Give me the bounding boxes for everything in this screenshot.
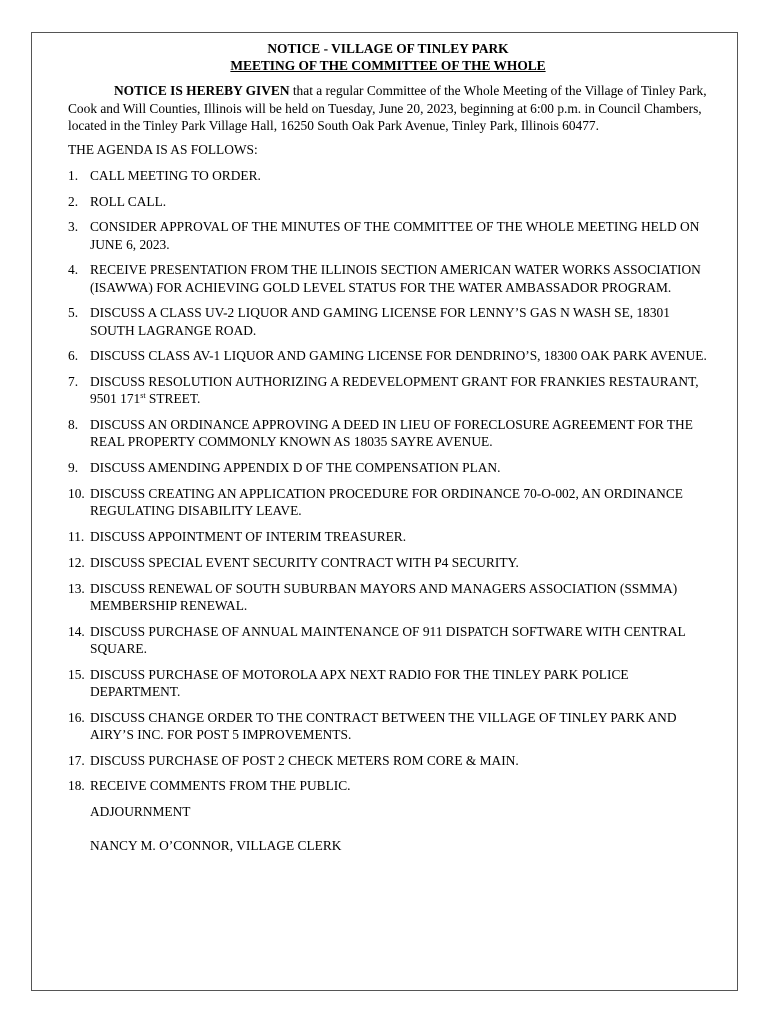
agenda-item <box>68 416 708 450</box>
intro-paragraph <box>68 82 708 134</box>
agenda-heading: THE AGENDA IS AS FOLLOWS: <box>68 142 258 158</box>
meeting-title: MEETING OF THE COMMITTEE OF THE WHOLE <box>230 58 546 74</box>
agenda-item-number: 8. <box>68 417 79 433</box>
agenda-item <box>68 777 708 794</box>
agenda-item-number: 13. <box>68 580 85 596</box>
agenda-item-number: 17. <box>68 752 85 768</box>
clerk-signature: NANCY M. O’CONNOR, VILLAGE CLERK <box>90 837 342 853</box>
agenda-item <box>68 373 708 407</box>
ordinal-suffix: st <box>140 391 146 401</box>
agenda-item <box>68 554 708 571</box>
agenda-item-number: 5. <box>68 305 79 321</box>
agenda-item-text: DISCUSS CLASS AV-1 LIQUOR AND GAMING LICENSE FOR DENDRINO’S, 18300 OAK PARK AVENUE. <box>90 348 707 364</box>
agenda-item <box>68 261 708 295</box>
notice-document <box>68 40 708 854</box>
agenda-item <box>68 666 708 700</box>
agenda-item <box>68 752 708 769</box>
agenda-item <box>68 709 708 743</box>
agenda-item <box>68 485 708 519</box>
agenda-item-number: 6. <box>68 348 79 364</box>
agenda-item <box>68 304 708 338</box>
agenda-item-number: 12. <box>68 554 85 570</box>
agenda-item-text: ROLL CALL. <box>90 193 167 209</box>
agenda-item-text: RECEIVE PRESENTATION FROM THE ILLINOIS SECTION AMERICAN WATER WORKS ASSOCIATION (ISAWWA) FOR ACHIEVING GOLD LEVEL STATUS FOR THE WATER AMBASSADOR PROGRAM. <box>90 262 701 295</box>
agenda-item-text: DISCUSS PURCHASE OF POST 2 CHECK METERS ROM CORE & MAIN. <box>90 752 519 768</box>
agenda-item-number: 3. <box>68 219 79 235</box>
agenda-item-number: 9. <box>68 460 79 476</box>
agenda-item-number: 1. <box>68 167 79 183</box>
agenda-item <box>68 623 708 657</box>
notice-title: NOTICE - VILLAGE OF TINLEY PARK <box>267 41 509 56</box>
agenda-item-number: 7. <box>68 374 79 390</box>
agenda-item-text: DISCUSS RENEWAL OF SOUTH SUBURBAN MAYORS AND MANAGERS ASSOCIATION (SSMMA) MEMBERSHIP RENEWAL. <box>90 580 678 613</box>
agenda-item <box>68 459 708 476</box>
agenda-item-number: 18. <box>68 778 85 794</box>
intro-lead: NOTICE IS HEREBY GIVEN <box>114 83 290 99</box>
agenda-item <box>68 580 708 614</box>
agenda-item <box>68 193 708 210</box>
adjournment: ADJOURNMENT <box>90 803 191 819</box>
agenda-item <box>68 218 708 252</box>
agenda-item-text: DISCUSS SPECIAL EVENT SECURITY CONTRACT WITH P4 SECURITY. <box>90 554 519 570</box>
agenda-item-number: 16. <box>68 709 85 725</box>
agenda-item-text: DISCUSS RESOLUTION AUTHORIZING A REDEVELOPMENT GRANT FOR FRANKIES RESTAURANT, 9501 171 <box>90 374 699 407</box>
agenda-item-number: 11. <box>68 529 85 544</box>
agenda-item-number: 4. <box>68 262 79 278</box>
agenda-item-text: CONSIDER APPROVAL OF THE MINUTES OF THE COMMITTEE OF THE WHOLE MEETING HELD ON JUNE 6, 2023. <box>90 219 700 252</box>
agenda-item-text: DISCUSS APPOINTMENT OF INTERIM TREASURER. <box>90 529 407 544</box>
intro-body: that a regular Committee of the Whole Meeting of the Village of Tinley Park, Cook and Will Counties, Illinois will be held on Tuesday, June 20, 2023, beginning at 6:00 p.m. in Council Chambers, located in the Tinley Park Village Hall, 16250 South Oak Park Avenue, Tinley Park, Illinois 60477. <box>68 83 707 133</box>
agenda-list <box>68 167 708 795</box>
agenda-item-text: RECEIVE COMMENTS FROM THE PUBLIC. <box>90 778 351 794</box>
agenda-item-text: CALL MEETING TO ORDER. <box>90 167 261 183</box>
agenda-item-text-end: STREET. <box>145 391 201 407</box>
agenda-item-number: 15. <box>68 666 85 682</box>
agenda-item-text: DISCUSS PURCHASE OF MOTOROLA APX NEXT RADIO FOR THE TINLEY PARK POLICE DEPARTMENT. <box>90 666 629 699</box>
agenda-item <box>68 347 708 364</box>
agenda-item-text: DISCUSS AMENDING APPENDIX D OF THE COMPENSATION PLAN. <box>90 460 501 476</box>
agenda-item <box>68 528 708 545</box>
agenda-item-number: 2. <box>68 193 79 209</box>
agenda-item-text: DISCUSS CREATING AN APPLICATION PROCEDURE FOR ORDINANCE 70-O-002, AN ORDINANCE REGULATING DISABILITY LEAVE. <box>90 486 683 519</box>
agenda-item-number: 14. <box>68 623 85 639</box>
agenda-item-text: DISCUSS PURCHASE OF ANNUAL MAINTENANCE OF 911 DISPATCH SOFTWARE WITH CENTRAL SQUARE. <box>90 623 686 656</box>
agenda-item-number: 10. <box>68 486 85 501</box>
agenda-item-text: DISCUSS A CLASS UV-2 LIQUOR AND GAMING LICENSE FOR LENNY’S GAS N WASH SE, 18301 SOUTH LAGRANGE ROAD. <box>90 305 670 338</box>
agenda-item-text: DISCUSS AN ORDINANCE APPROVING A DEED IN LIEU OF FORECLOSURE AGREEMENT FOR THE REAL PROPERTY COMMONLY KNOWN AS 18035 SAYRE AVENUE. <box>90 417 693 450</box>
agenda-item <box>68 167 708 184</box>
agenda-item-text: DISCUSS CHANGE ORDER TO THE CONTRACT BETWEEN THE VILLAGE OF TINLEY PARK AND AIRY’S INC. FOR POST 5 IMPROVEMENTS. <box>90 709 677 742</box>
